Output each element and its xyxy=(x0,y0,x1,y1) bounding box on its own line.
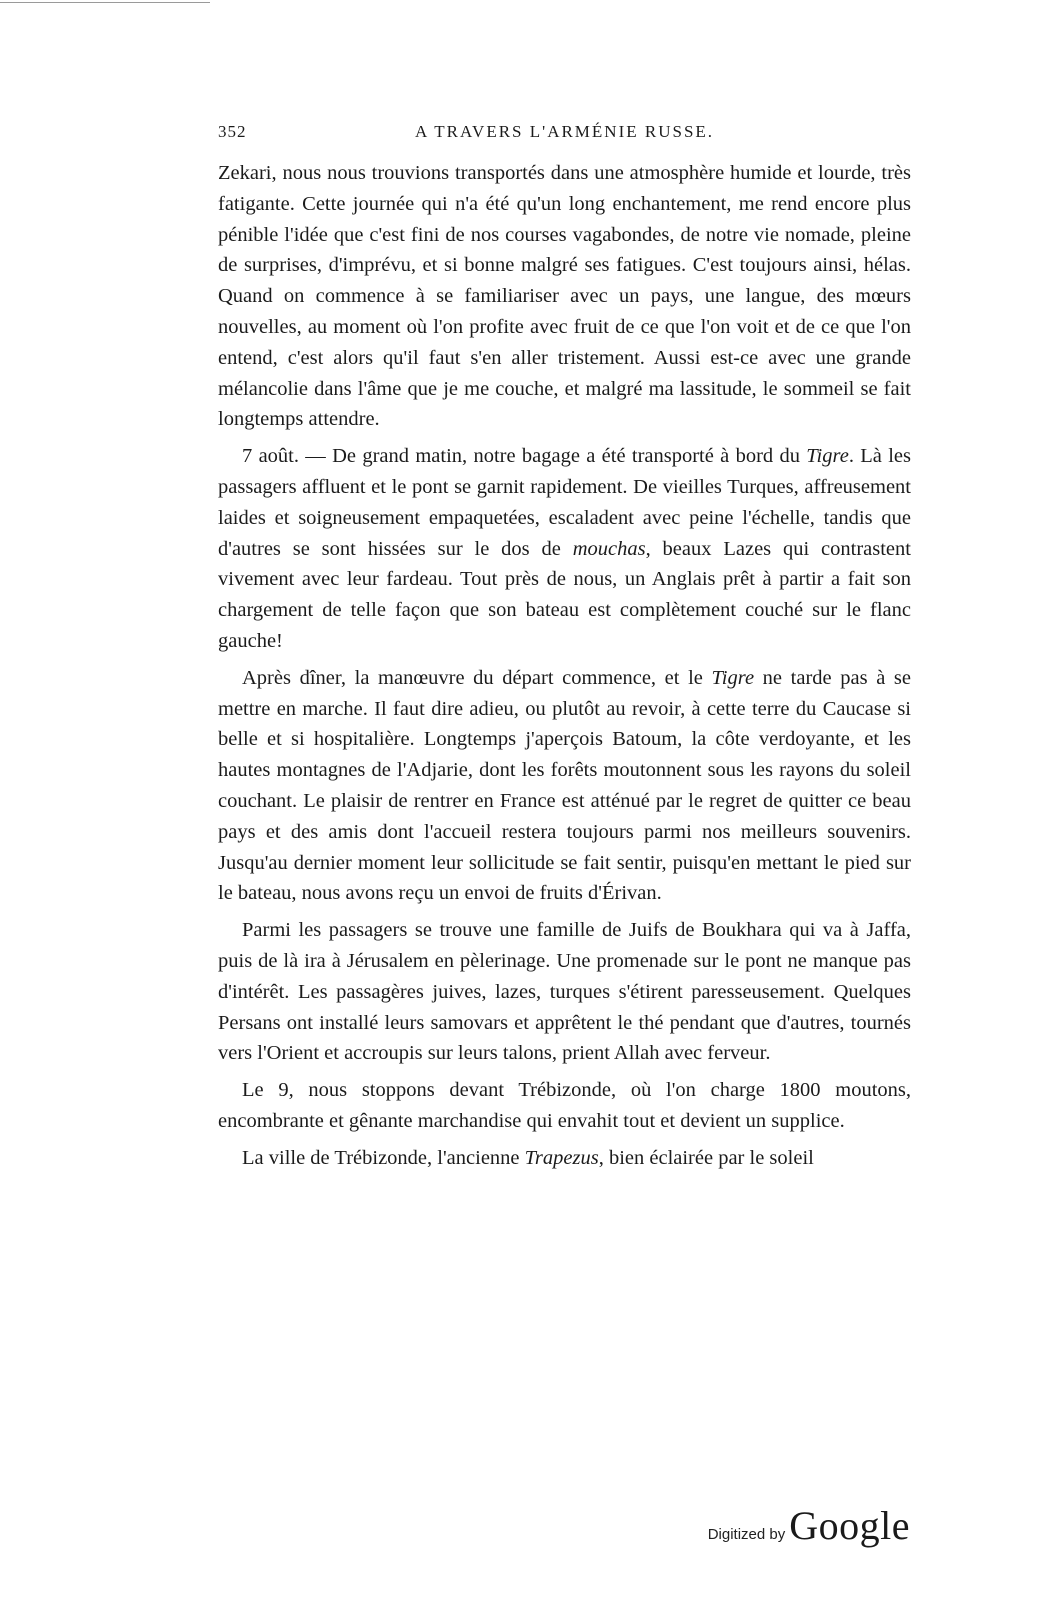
paragraph xyxy=(218,158,911,435)
text-run: Après dîner, la manœuvre du départ commence, et le xyxy=(242,666,712,689)
text-run: Zekari, nous nous trouvions transportés dans une atmosphère humide et lourde, très fatigante. Cette journée qui n'a été qu'un long enchantement, me rend encore plus pénible l'idée que c'est fini de nos courses vagabondes, de notre vie nomade, pleine de surprises, d'imprévu, et si bonne malgré ses fatigues. C'est toujours ainsi, hélas. Quand on commence à se familiariser avec un pays, une langue, des mœurs nouvelles, au moment où l'on profite avec fruit de ce que l'on voit et de ce que l'on entend, c'est alors qu'il faut s'en aller tristement. Aussi est-ce avec une grande mélancolie dans l'âme que je me couche, et malgré ma lassitude, le sommeil se fait longtemps attendre. xyxy=(218,162,911,431)
top-edge-rule xyxy=(0,2,210,3)
google-logo: Google xyxy=(789,1503,910,1548)
paragraph xyxy=(218,663,911,909)
paragraph xyxy=(218,441,911,657)
paragraph xyxy=(218,915,911,1069)
page-header xyxy=(218,122,911,144)
running-title: A TRAVERS L'ARMÉNIE RUSSE. xyxy=(414,122,715,141)
italic-text: mouchas xyxy=(572,537,646,560)
italic-text: Tigre xyxy=(806,445,849,468)
text-run: Parmi les passagers se trouve une famille de Juifs de Boukhara qui va à Jaffa, puis de là ira à Jérusalem en pèlerinage. Une promenade sur le pont ne manque pas d'intérêt. Les passagères juives, lazes, turques s'étirent paresseusement. Quelques Persans ont installé leurs samovars et apprêtent le thé pendant que d'autres, tournés vers l'Orient et accroupis sur leurs talons, prient Allah avec ferveur. xyxy=(218,919,911,1065)
digitized-footer xyxy=(708,1502,910,1549)
digitized-by-label: Digitized by xyxy=(707,1526,786,1543)
page-number: 352 xyxy=(218,122,247,141)
body-text xyxy=(218,158,911,1180)
text-run: 7 août. — De grand matin, notre bagage a été transporté à bord du xyxy=(242,445,807,468)
text-run: . Là les passagers affluent et le pont se garnit rapidement. De vieilles Turques, affreusement laides et soigneusement empaquetées, escaladent avec peine l'échelle, tandis que d'autres se sont hissées sur le dos de xyxy=(218,445,911,560)
text-run: , beaux Lazes qui contrastent vivement avec leur fardeau. Tout près de nous, un Anglais prêt à partir a fait son chargement de telle façon que son bateau est complètement couché sur le flanc gauche! xyxy=(218,537,911,652)
paragraph xyxy=(218,1143,911,1174)
italic-text: Tigre xyxy=(711,666,755,689)
text-run: Le 9, nous stoppons devant Trébizonde, où l'on charge 1800 moutons, encombrante et gênante marchandise qui envahit tout et devient un supplice. xyxy=(218,1079,911,1132)
text-run: ne tarde pas à se mettre en marche. Il faut dire adieu, ou plutôt au revoir, à cette terre du Caucase si belle et si hospitalière. Longtemps j'aperçois Batoum, la côte verdoyante, et les hautes montagnes de l'Adjarie, dont les forêts moutonnent sous les rayons du soleil couchant. Le plaisir de rentrer en France est atténué par le regret de quitter ce beau pays et des amis dont l'accueil restera toujours parmi nos meilleurs souvenirs. Jusqu'au dernier moment leur sollicitude se fait sentir, puisqu'en mettant le pied sur le bateau, nous avons reçu un envoi de fruits d'Érivan. xyxy=(218,666,911,905)
text-run: , bien éclairée par le soleil xyxy=(598,1146,814,1169)
text-run: La ville de Trébizonde, l'ancienne xyxy=(242,1146,525,1169)
italic-text: Trapezus xyxy=(524,1146,599,1169)
paragraph xyxy=(218,1075,911,1137)
